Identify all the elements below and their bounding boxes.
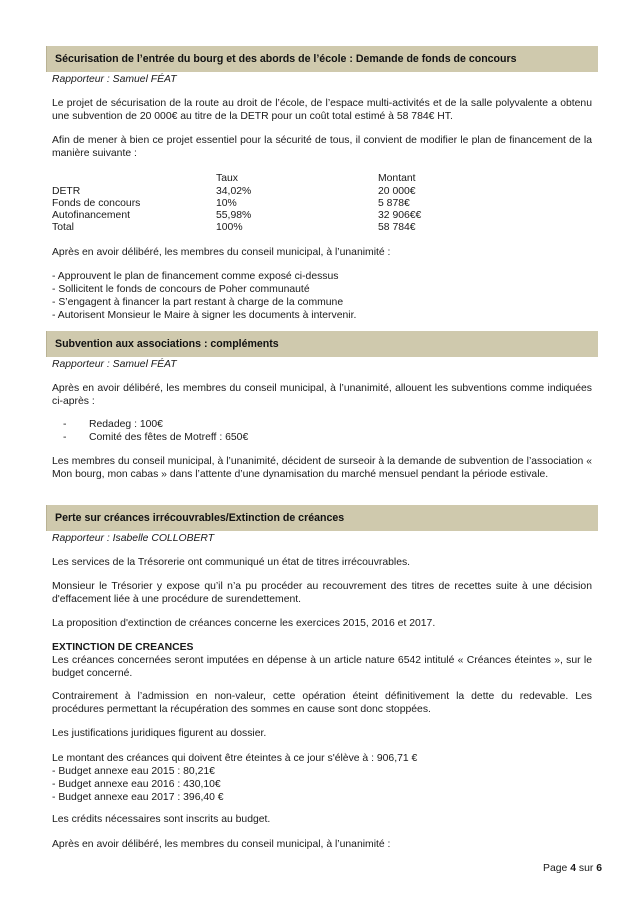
list-item-text: Redadeg : 100€ (89, 419, 163, 430)
table-cell: Autofinancement (52, 210, 130, 221)
table-cell: 55,98% (216, 210, 252, 221)
table-cell: Fonds de concours (52, 198, 141, 209)
paragraph-text: Après en avoir délibéré, les membres du conseil municipal, à l’unanimité, allouent les subventions comme indiquées ci-après : (52, 383, 592, 407)
paragraph-text: Le projet de sécurisation de la route au droit de l’école, de l’espace multi-activités et de la salle polyvalente a obtenu une subvention de 20 000€ au titre de la DETR pour un coût total estimé à 58 784€ HT. (52, 98, 592, 122)
table-cell: 32 906€€ (378, 210, 422, 221)
list-dash: - (63, 419, 67, 430)
paragraph (52, 134, 592, 160)
paragraph: Après en avoir délibéré, les membres du conseil municipal, à l’unanimité : (52, 247, 391, 258)
sur-word: sur (578, 863, 594, 874)
table-cell: Total (52, 222, 74, 233)
paragraph: Les justifications juridiques figurent au dossier. (52, 728, 267, 739)
paragraph (52, 455, 592, 481)
paragraph-text: Monsieur le Trésorier y expose qu’il n’a pu procéder au recouvrement des titres de recettes suite à une décision d'effacement liée à une procédure de surendettement. (52, 581, 592, 605)
section-title: Subvention aux associations : compléments (55, 338, 279, 350)
paragraph: Après en avoir délibéré, les membres du conseil municipal, à l’unanimité : (52, 839, 391, 850)
paragraph: Les services de la Trésorerie ont communiqué un état de titres irrécouvrables. (52, 557, 411, 568)
list-item: - S’engagent à financer la part restant à charge de la commune (52, 297, 344, 308)
subheading: EXTINCTION DE CREANCES (52, 642, 194, 653)
table-cell: 10% (216, 198, 237, 209)
decision-list (52, 270, 356, 322)
rapporteur: Rapporteur : Samuel FÉAT (52, 74, 177, 85)
paragraph-text: Contrairement à l’admission en non-valeur, cette opération éteint définitivement la dette du redevable. Les procédures permettant la récupération des sommes en cause sont donc stoppées. (52, 691, 592, 715)
paragraph (52, 97, 592, 123)
list-item: - Budget annexe eau 2017 : 396,40 € (52, 792, 224, 803)
total-pages: 6 (596, 863, 602, 874)
section-header-securisation (46, 46, 598, 72)
paragraph-text: Les créances concernées seront imputées en dépense à un article nature 6542 intitulé « Créances éteintes », sur le budget concerné. (52, 655, 592, 679)
paragraph (52, 580, 592, 606)
list-item (63, 418, 248, 431)
paragraph: Les crédits nécessaires sont inscrits au budget. (52, 814, 271, 825)
rapporteur: Rapporteur : Samuel FÉAT (52, 359, 177, 370)
section-header-subvention (46, 331, 598, 357)
list-item-text: Comité des fêtes de Motreff : 650€ (89, 432, 249, 443)
table-cell: 5 878€ (378, 198, 410, 209)
list-item: - Sollicitent le fonds de concours de Poher communauté (52, 284, 310, 295)
paragraph (52, 654, 592, 680)
rapporteur: Rapporteur : Isabelle COLLOBERT (52, 533, 215, 544)
list-dash: - (63, 432, 67, 443)
table-cell: 34,02% (216, 186, 252, 197)
table-header: Taux (216, 173, 238, 184)
paragraph-text: Afin de mener à bien ce projet essentiel pour la sécurité de tous, il convient de modifier le plan de financement de la manière suivante : (52, 135, 592, 159)
list-item: - Autorisent Monsieur le Maire à signer les documents à intervenir. (52, 310, 357, 321)
table-header: Montant (378, 173, 416, 184)
paragraph: La proposition d'extinction de créances concerne les exercices 2015, 2016 et 2017. (52, 618, 436, 629)
subsidy-list (63, 418, 248, 444)
section-header-creances (46, 505, 598, 531)
section-title: Sécurisation de l’entrée du bourg et des abords de l’école : Demande de fonds de concours (55, 53, 517, 65)
table-cell: DETR (52, 186, 81, 197)
paragraph-text: Les membres du conseil municipal, à l’unanimité, décident de surseoir à la demande de subvention de l’association « Mon bourg, mon cabas » dans l’attente d’une dynamisation du marché mensuel pendant la période estivale. (52, 456, 592, 480)
paragraph: Le montant des créances qui doivent être éteintes à ce jour s'élève à : 906,71 € (52, 753, 418, 764)
paragraph (52, 382, 592, 408)
section-title: Perte sur créances irrécouvrables/Extinction de créances (55, 512, 345, 524)
page-number (543, 862, 602, 875)
table-cell: 58 784€ (378, 222, 416, 233)
list-item: - Approuvent le plan de financement comme exposé ci-dessus (52, 271, 339, 282)
table-cell: 20 000€ (378, 186, 416, 197)
paragraph (52, 690, 592, 716)
current-page: 4 (570, 863, 576, 874)
list-item: - Budget annexe eau 2015 : 80,21€ (52, 766, 215, 777)
page-word: Page (543, 863, 568, 874)
list-item (63, 431, 248, 444)
budget-list (52, 765, 224, 804)
table-cell: 100% (216, 222, 243, 233)
list-item: - Budget annexe eau 2016 : 430,10€ (52, 779, 221, 790)
